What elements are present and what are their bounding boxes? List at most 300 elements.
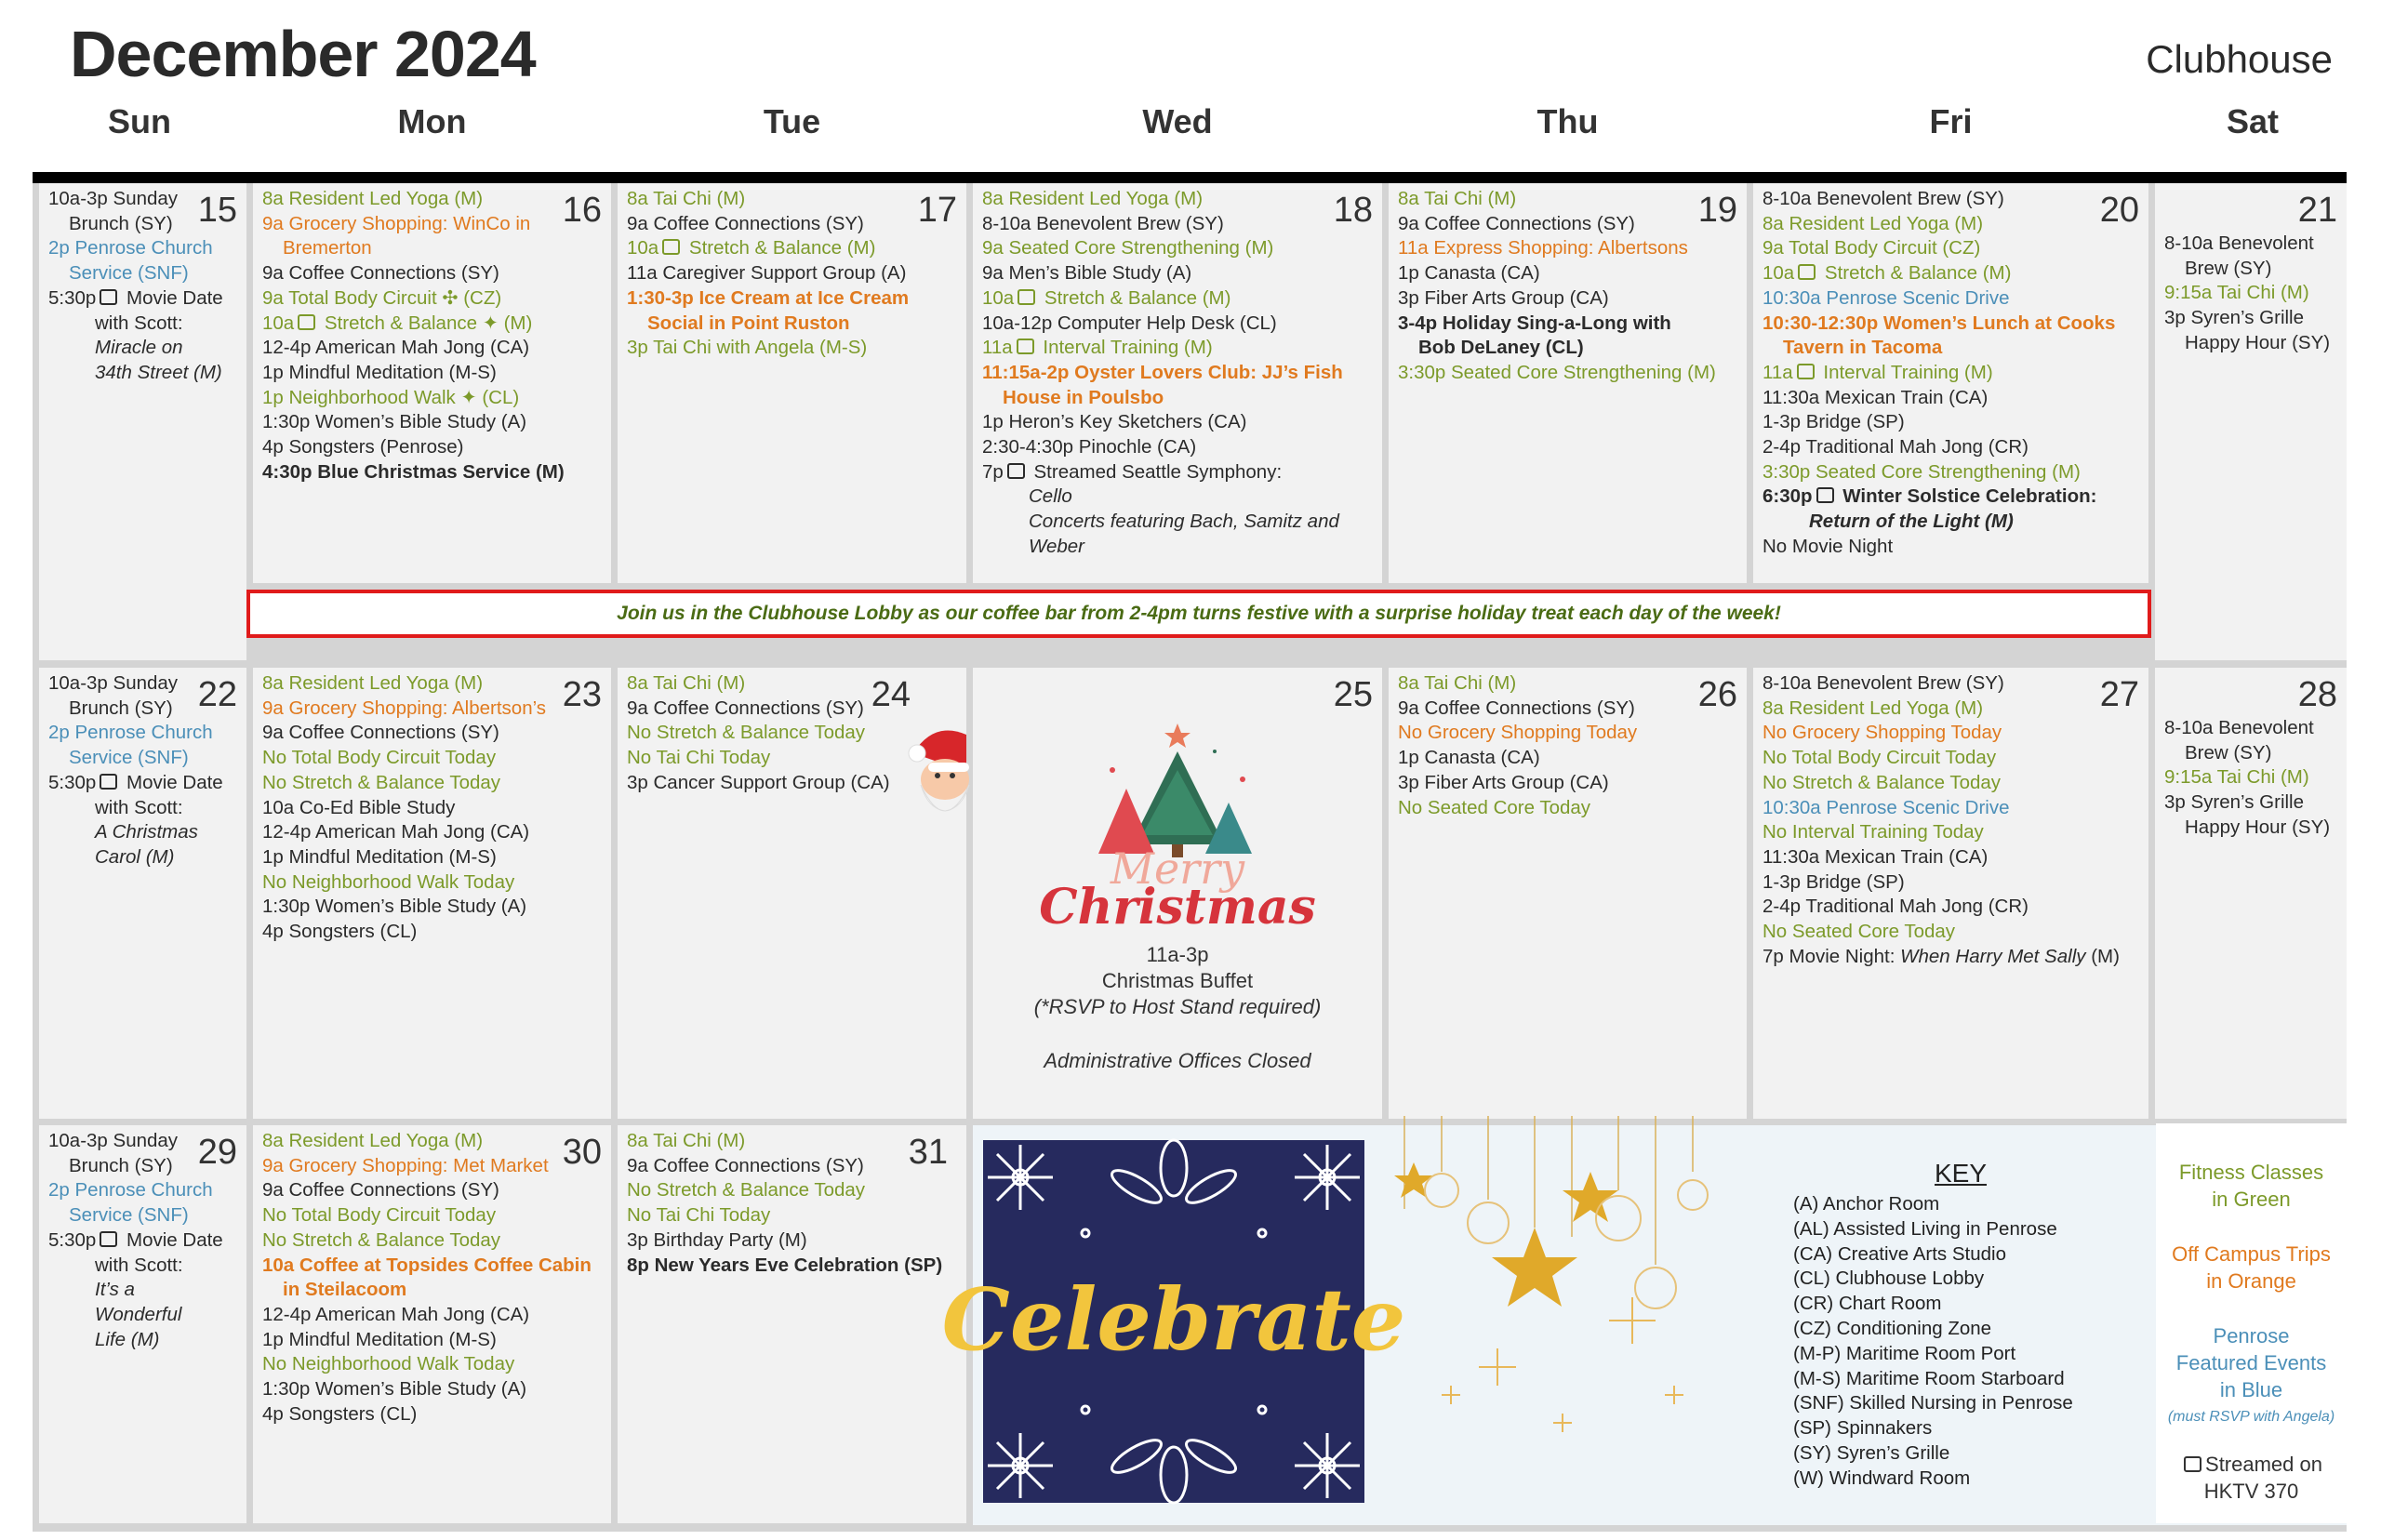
event-line [262,746,546,771]
event-text: 10a [627,237,659,259]
event-text: 9a Total Body Circuit (CZ) [1762,237,1981,259]
event-item [1762,671,2120,697]
event-line [627,746,890,771]
event-item [982,361,1343,410]
event-text: 8a Resident Led Yoga (M) [262,188,484,209]
event-line [627,721,890,746]
event-item [1398,746,1637,771]
event-text: 3:30p Seated Core Strengthening (M) [1762,460,2081,483]
event-line [262,361,565,386]
event-line [627,236,909,261]
key-item: (AL) Assisted Living in Penrose [1793,1217,2057,1240]
date-number: 26 [1697,675,1737,714]
event-line [262,1129,592,1154]
event-text: 2p Penrose Church [48,722,213,744]
event-text: 3p Fiber Arts Group (CA) [1398,286,1609,309]
event-line [262,212,565,237]
event-line: Concerts featuring Bach, Samitz and [1029,511,1339,533]
event-text: 1p Mindful Meditation (M-S) [262,845,497,868]
event-text: No Grocery Shopping Today [1398,722,1638,744]
event-text: 5:30p [48,771,97,793]
event-text: 11a Express Shopping: Albertsons [1398,237,1688,259]
event-text: 10a-12p Computer Help Desk (CL) [982,312,1277,334]
event-item [1398,697,1637,722]
event-text: No Seated Core Today [1762,921,1956,943]
event-item [627,1129,942,1154]
event-text: 11:30a Mexican Train (CA) [1762,845,1989,868]
event-text: 3p Tai Chi with Angela (M-S) [627,337,868,359]
event-item [982,460,1343,560]
tv-icon [662,239,680,255]
event-text: 9a Coffee Connections (SY) [627,1154,864,1176]
event-text: 2-4p Traditional Mah Jong (CR) [1762,436,2029,458]
event-line [1762,460,2115,485]
event-item [262,920,546,945]
event-text: Movie Date [121,1228,223,1251]
day-cell[interactable] [39,1125,246,1523]
event-line: Weber [1029,535,1085,557]
key-item: (CL) Clubhouse Lobby [1793,1268,1985,1290]
event-item [1762,820,2120,845]
event-text: No Movie Night [1762,535,1894,557]
day-cell[interactable] [973,183,1382,583]
day-header-sat: Sat [2226,102,2280,140]
event-line [627,1254,942,1279]
event-text: No Stretch & Balance Today [627,722,866,744]
event-line [1762,746,2120,771]
event-item [627,212,909,237]
event-line [2164,790,2330,816]
event-text: No Tai Chi Today [627,1204,771,1227]
event-list [48,671,223,870]
event-item [262,336,565,361]
event-list [627,1129,942,1278]
event-item [982,261,1343,286]
key-item: (CR) Chart Room [1793,1293,1942,1315]
event-line: Bremerton [283,237,372,259]
event-line [627,212,909,237]
event-item [262,361,565,386]
tv-icon [1017,339,1034,354]
event-item [627,236,909,261]
coffee-bar-banner: Join us in the Clubhouse Lobby as our coffee bar from 2-4pm turns festive with a surprise holiday treat each day of the week! [246,590,2151,638]
event-text: 5:30p [48,1228,97,1251]
event-line: Service (SNF) [69,1204,189,1227]
event-item [982,336,1343,361]
event-line [982,336,1343,361]
event-list [627,187,909,361]
event-line [1762,535,2115,560]
key-item: (CA) Creative Arts Studio [1793,1242,2006,1265]
event-text: 10a Co-Ed Bible Study [262,796,456,818]
day-cell[interactable] [1389,183,1747,583]
event-item [1762,721,2120,746]
event-item [1762,261,2115,286]
event-item [1398,286,1716,312]
event-text: 8a Resident Led Yoga (M) [262,672,484,694]
event-line [262,187,565,212]
event-text: Movie Date [121,286,223,309]
event-item [262,845,546,870]
event-item [627,746,890,771]
event-item [48,236,223,285]
event-tail: (M) [140,845,175,868]
tv-icon [2184,1456,2201,1472]
event-item [262,312,565,337]
event-text: No Stretch & Balance Today [1762,771,2002,793]
event-item [262,820,546,845]
event-text: No Stretch & Balance Today [627,1179,866,1201]
event-text: 10a Coffee at Topsides Coffee Cabin [262,1254,592,1276]
event-list [982,187,1343,560]
event-text: 5:30p [48,286,97,309]
key-list [1793,1192,2073,1492]
buffet-title: Christmas Buffet [1101,969,1254,992]
header-rule [33,172,2347,183]
event-text: No Stretch & Balance Today [262,771,501,793]
event-item [1398,236,1716,261]
event-text: Winter Solstice Celebration: [1837,485,2097,508]
event-item [982,286,1343,312]
event-item [1762,435,2115,460]
event-tail: (M) [2085,945,2120,967]
event-line [982,410,1343,435]
key-item: (M-P) Maritime Room Port [1793,1342,2016,1364]
event-line [262,895,546,920]
event-line [1762,721,2120,746]
event-item [48,286,223,386]
event-text: No Stretch & Balance Today [262,1228,501,1251]
event-line [1398,697,1637,722]
date-number: 20 [2099,191,2139,230]
event-line [262,845,546,870]
event-text: No Total Body Circuit Today [1762,747,1997,769]
event-item [262,1303,592,1328]
event-item [1398,771,1637,796]
date-number: 18 [1333,191,1373,230]
legend-streamed [2156,1451,2347,1505]
event-line: Life (M) [95,1328,160,1350]
day-header-sun: Sun [108,102,171,140]
event-line [262,1303,592,1328]
event-text: 1:30p Women’s Bible Study (A) [262,411,527,433]
day-cell-christmas[interactable] [973,668,1382,1119]
event-text: 8a Resident Led Yoga (M) [1762,212,1984,234]
date-number: 21 [2297,191,2337,230]
event-line [262,796,546,821]
event-text: 3p Syren’s Grille [2164,307,2305,329]
event-line [627,187,909,212]
calendar-title: December 2024 [70,18,536,90]
event-list [1398,187,1716,386]
event-line [2164,765,2330,790]
event-line [1398,361,1716,386]
event-line [48,286,223,312]
event-item [2164,790,2330,840]
event-text: 8-10a Benevolent Brew (SY) [1762,672,2004,694]
event-line [627,771,890,796]
event-item [48,1178,223,1228]
event-line: Brew (SY) [2185,257,2272,279]
event-line [982,261,1343,286]
event-text: No Tai Chi Today [627,747,771,769]
event-text: 8a Resident Led Yoga (M) [262,1130,484,1151]
event-text: 10:30-12:30p Women’s Lunch at Cooks [1762,312,2116,334]
event-line: Bob DeLaney (CL) [1418,337,1584,359]
event-line: Return of the Light (M) [1809,511,2014,533]
event-item [2164,232,2330,281]
event-text: 7p [982,460,1004,483]
event-line [1398,212,1716,237]
day-cell[interactable] [2155,183,2347,660]
key-title: KEY [1935,1159,1988,1188]
tv-icon [1798,264,1816,280]
event-item [1762,410,2115,435]
day-cell[interactable] [1389,668,1747,1119]
event-item [1762,895,2120,920]
event-item [1762,920,2120,945]
event-line [982,435,1343,460]
firework-icons [941,1140,1406,1503]
legend-rsvp: (must RSVP with Angela) [2167,1409,2335,1425]
event-text: 11a [982,337,1013,359]
event-item [982,187,1343,212]
event-text: No Total Body Circuit Today [262,1204,497,1227]
event-italic: When Harry Met Sally [1900,945,2086,967]
event-line [982,286,1343,312]
event-item [262,212,565,261]
date-number: 30 [562,1133,602,1172]
event-item [48,721,223,770]
christmas-text: Christmas [1039,879,1316,936]
event-line [2164,716,2330,741]
event-line [262,1178,592,1203]
event-item [982,410,1343,435]
event-text: 9a Grocery Shopping: Met Market [262,1154,549,1176]
event-text: 9a Coffee Connections (SY) [627,212,864,234]
day-header-thu: Thu [1536,102,1599,140]
event-text: No Seated Core Today [1398,796,1591,818]
event-item [262,1129,592,1154]
event-line [262,697,546,722]
event-text: 8p New Years Eve Celebration (SP) [627,1254,943,1276]
event-item [262,410,565,435]
tv-icon [100,774,117,790]
event-text: 3p Syren’s Grille [2164,791,2305,814]
event-line: Brew (SY) [2185,741,2272,763]
event-tail: (M) [126,1328,160,1350]
event-line [1762,435,2115,460]
event-tail: (M) [1979,511,2014,533]
event-line [1762,771,2120,796]
event-item [1398,361,1716,386]
event-line: A Christmas [95,821,198,843]
day-cell[interactable] [2155,668,2347,1119]
event-line [262,870,546,896]
event-list [1762,187,2115,560]
event-line [262,435,565,460]
event-text: 10a-3p Sunday [48,188,179,209]
event-item [627,1203,942,1228]
event-text: 4p Songsters (CL) [262,1402,418,1425]
legend-fitness: Fitness Classes in Green [2178,1161,2324,1211]
event-item [1398,261,1716,286]
event-line [1762,212,2115,237]
event-line: Miracle on [95,337,183,359]
event-line [262,1203,592,1228]
legend-streamed-text: Streamed on HKTV 370 [2203,1453,2322,1503]
event-text: 10a [262,312,295,334]
event-item [262,870,546,896]
event-list [48,187,223,386]
event-item [982,212,1343,237]
event-text: 1p Mindful Meditation (M-S) [262,1328,497,1350]
day-cell[interactable] [253,183,611,583]
event-item [1762,796,2120,821]
building-name: Clubhouse [2146,37,2333,81]
day-cell[interactable] [618,1125,966,1523]
date-number: 27 [2099,675,2139,714]
event-line [48,671,223,697]
event-list [262,187,565,485]
day-cell[interactable] [253,1125,611,1523]
event-line [48,721,223,746]
day-cell[interactable] [618,183,966,583]
event-line [982,361,1343,386]
event-line [982,187,1343,212]
key-item: (CZ) Conditioning Zone [1793,1317,1992,1339]
event-item [982,312,1343,337]
day-header-mon: Mon [397,102,467,140]
event-line [1762,261,2115,286]
event-text: 9:15a Tai Chi (M) [2164,766,2309,789]
event-line [262,721,546,746]
event-line [1398,671,1637,697]
event-line [48,1178,223,1203]
event-line [1762,796,2120,821]
event-text: 9a Coffee Connections (SY) [262,262,499,285]
event-line: Service (SNF) [69,747,189,769]
event-line [1762,820,2120,845]
event-item [627,721,890,746]
date-number: 16 [562,191,602,230]
event-line [1762,236,2115,261]
event-line: with Scott: [95,312,183,334]
event-line: Brunch (SY) [69,1154,173,1176]
event-text: 8a Tai Chi (M) [1398,188,1517,209]
event-text: 1p Heron’s Key Sketchers (CA) [982,411,1247,433]
event-text: No Total Body Circuit Today [262,747,497,769]
event-text: 12-4p American Mah Jong (CA) [262,1303,530,1325]
event-text: 4:30p Blue Christmas Service (M) [262,460,565,483]
date-number: 29 [197,1133,237,1172]
event-line: It’s a [95,1279,135,1301]
event-text: 10a-3p Sunday [48,672,179,694]
event-text: No Neighborhood Walk Today [262,870,515,893]
event-text: 11a Caregiver Support Group (A) [627,262,907,285]
tv-icon [100,289,117,305]
day-cell[interactable] [1753,183,2148,583]
event-text: 10a-3p Sunday [48,1130,179,1151]
tv-icon [298,314,315,330]
event-text: 1p Mindful Meditation (M-S) [262,361,497,383]
event-item [1398,671,1637,697]
event-text: No Neighborhood Walk Today [262,1353,515,1375]
event-text: 9a Grocery Shopping: WinCo in [262,212,531,234]
event-line [262,920,546,945]
event-line [1762,187,2115,212]
event-line: Happy Hour (SY) [2185,816,2331,838]
event-line: Service (SNF) [69,262,189,285]
event-item [1762,535,2115,560]
key-item: (W) Windward Room [1793,1467,1971,1489]
event-item [262,435,565,460]
event-item [262,671,546,697]
day-cell[interactable] [39,668,246,1119]
event-text: Interval Training (M) [1817,361,1993,383]
event-item [1398,187,1716,212]
event-text: 1-3p Bridge (SP) [1762,411,1905,433]
event-line [262,1352,592,1377]
event-line [262,312,565,337]
event-item [627,671,890,697]
event-item [48,1228,223,1353]
event-item [1762,361,2115,386]
key-item: (SNF) Skilled Nursing in Penrose [1793,1392,2073,1414]
day-cell[interactable] [1753,668,2148,1119]
day-cell[interactable] [253,668,611,1119]
event-item [1762,485,2115,534]
event-line [1398,236,1716,261]
event-text: 1p Neighborhood Walk ✦ (CL) [262,386,520,408]
date-number: 19 [1697,191,1737,230]
event-item [1762,212,2115,237]
event-text: 11a [1762,361,1793,383]
day-cell[interactable] [618,668,966,1119]
event-list [627,671,890,796]
event-line [1762,920,2120,945]
event-line [48,1228,223,1254]
event-line [1762,870,2120,896]
event-line [1398,312,1716,337]
event-item [1762,236,2115,261]
event-text: Stretch & Balance (M) [1819,262,2012,285]
event-list [2164,232,2330,356]
event-item [627,697,890,722]
event-item [1762,746,2120,771]
event-line [262,1328,592,1353]
event-line [627,1203,942,1228]
event-line [982,236,1343,261]
event-item [2164,716,2330,765]
event-text: 4p Songsters (Penrose) [262,436,464,458]
merry-text: Merry [1110,843,1245,894]
event-line [1762,697,2120,722]
event-list [2164,716,2330,841]
event-text: 1:30p Women’s Bible Study (A) [262,1378,527,1401]
event-tail: (M) [188,361,222,383]
event-item [262,1328,592,1353]
event-text: 8a Resident Led Yoga (M) [982,188,1204,209]
event-item [627,771,890,796]
day-cell[interactable] [39,183,246,660]
event-item [1762,312,2115,361]
event-line [262,1377,592,1402]
event-item [627,1228,942,1254]
event-line [262,1254,592,1279]
event-item [262,1377,592,1402]
event-line [1398,261,1716,286]
